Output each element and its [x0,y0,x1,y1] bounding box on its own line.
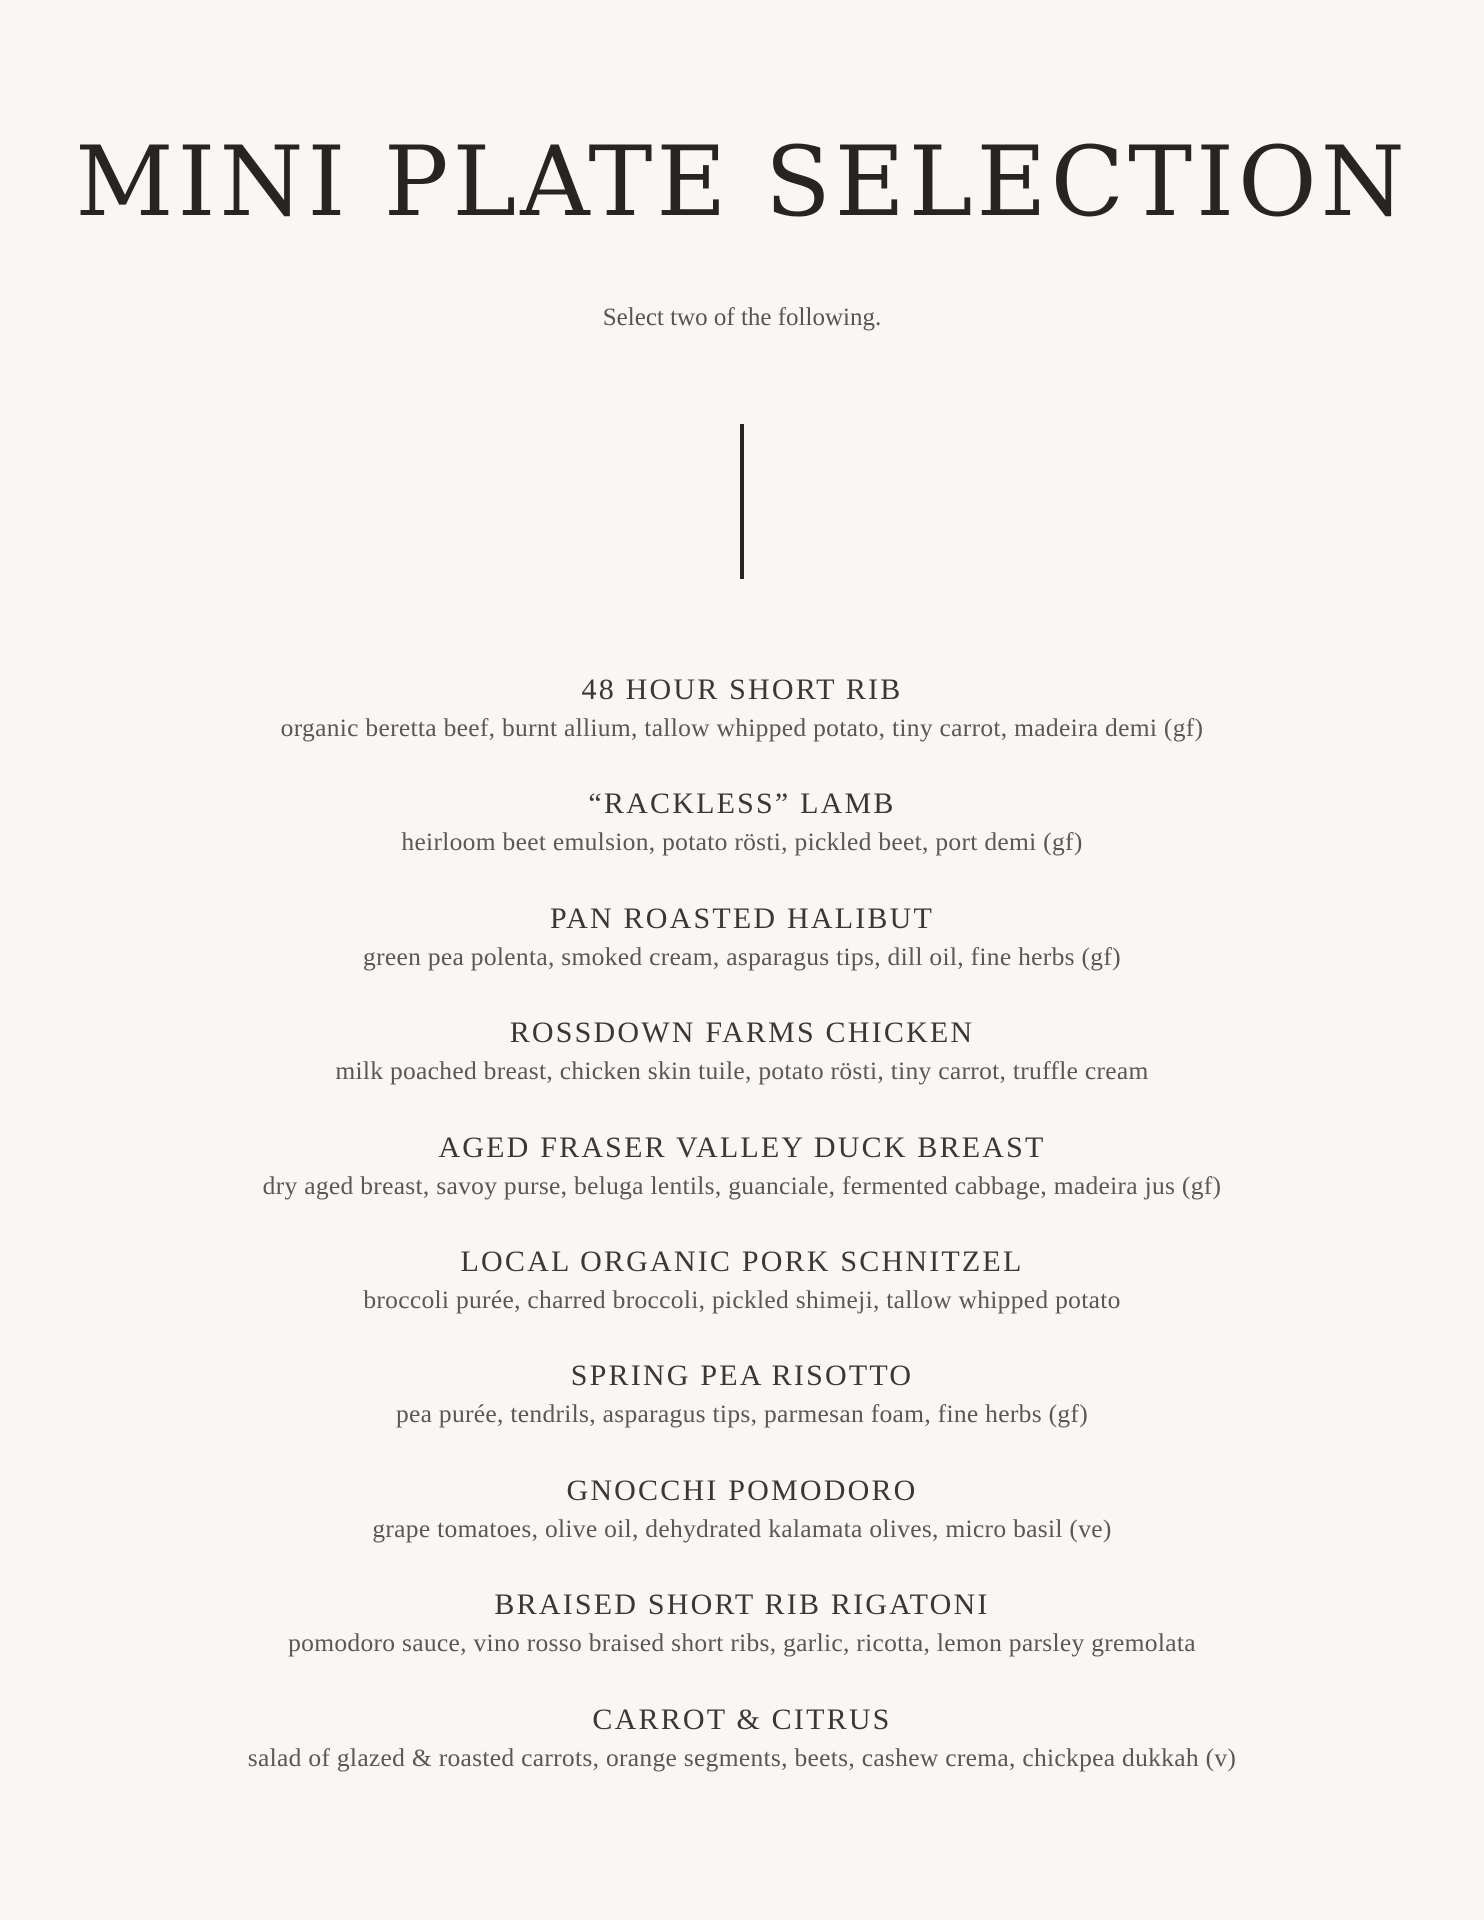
menu-item-description: heirloom beet emulsion, potato rösti, pickled beet, port demi (gf) [401,827,1083,857]
menu-item [0,1013,1484,1127]
menu-item [0,1242,1484,1356]
page-subtitle: Select two of the following. [602,304,882,331]
menu-item-description: milk poached breast, chicken skin tuile, potato rösti, tiny carrot, truffle cream [335,1056,1149,1086]
menu-item-description: pea purée, tendrils, asparagus tips, parmesan foam, fine herbs (gf) [395,1399,1089,1429]
menu-item [0,670,1484,784]
menu-item [0,1585,1484,1699]
menu-item-description: organic beretta beef, burnt allium, tallow whipped potato, tiny carrot, madeira demi (gf) [280,713,1204,742]
menu-item-name: CARROT & CITRUS [592,1702,892,1736]
menu-item [0,784,1484,898]
menu-item-description: broccoli purée, charred broccoli, pickled shimeji, tallow whipped potato [363,1284,1121,1314]
menu-item [0,1471,1484,1585]
menu-item-description: dry aged breast, savoy purse, beluga lentils, guanciale, fermented cabbage, madeira jus (gf) [262,1170,1222,1200]
menu-item-name: ROSSDOWN FARMS CHICKEN [509,1016,975,1050]
menu-item [0,1356,1484,1470]
menu-item-name: BRAISED SHORT RIB RIGATONI [494,1588,990,1622]
menu-item-name: 48 HOUR SHORT RIB [581,673,903,706]
menu-item [0,1700,1484,1814]
menu-item-description: pomodoro sauce, vino rosso braised short ribs, garlic, ricotta, lemon parsley gremolata [288,1628,1196,1658]
menu-item-description: salad of glazed & roasted carrots, orange segments, beets, cashew crema, chickpea dukkah (v) [247,1742,1237,1772]
menu-item-description: green pea polenta, smoked cream, asparagus tips, dill oil, fine herbs (gf) [363,941,1121,971]
page-title: MINI PLATE SELECTION [75,126,1409,238]
menu-item-name: AGED FRASER VALLEY DUCK BREAST [438,1130,1046,1164]
menu-item-name: PAN ROASTED HALIBUT [549,901,935,935]
menu-item-description: grape tomatoes, olive oil, dehydrated kalamata olives, micro basil (ve) [372,1513,1112,1543]
vertical-divider [740,424,744,579]
menu-item-name: SPRING PEA RISOTTO [570,1359,914,1393]
menu-item [0,1128,1484,1242]
menu-item-name: GNOCCHI POMODORO [566,1473,918,1507]
menu-item-name: LOCAL ORGANIC PORK SCHNITZEL [460,1244,1024,1278]
menu-item-name: “RACKLESS” LAMB [588,787,896,821]
menu-list [0,670,1484,1814]
menu-item [0,899,1484,1013]
